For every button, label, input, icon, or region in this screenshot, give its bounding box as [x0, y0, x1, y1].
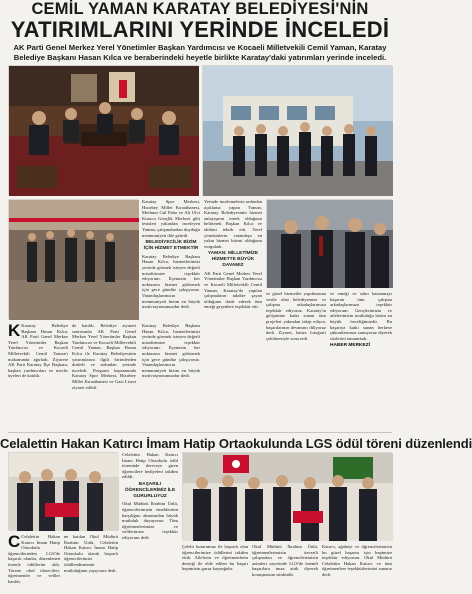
outdoor-visit-image [203, 66, 393, 196]
lead-paragraph: AK Parti Genel Merkez Yerel Yönetimler Başkan Yardımcısı ve Kocaeli Milletvekili Cemil Yaman, Karatay Belediye Başkanı Hasan Kılca ve beraberindeki heyetle birlikte Karatay'daki yatırımları yerinde inceledi. [13, 43, 387, 62]
article2-col2: ne katılan Okul Müdürü İbrahim Ünlü, Celalettin Hakan Katırcı İmam Hatip Ortaokulu olarak başarılı öğrencilerimizi ödüllendirmenin mutluluğunu yaşıyoruz dedi. [64, 534, 118, 573]
article1-col2b: Karatay Belediye Başkanı Hasan Kılca, hizmetlerimizi yerinde görmek isteyen değerli misafirimize teşekkür ediyorum. İlçemizin her noktasına hizmet götürmek için gece gündüz çalışıyoruz. Vatandaşlarımızın memnuniyeti bizim en büyük motivasyonumuzdur dedi. [142, 253, 200, 310]
officials-photo [266, 199, 392, 287]
article1-col1: Karatay Belediye Başkanı Hasan Kılca, AK Parti Genel Merkez Yerel Yönetimler Başkan Yardımcısı ve Kocaeli Milletvekili Cemil Yaman'ı makamında ağırladı. Ziyarete AK Parti Karatay İlçe Başkanı, başkan yardımcıları ve meclis üyeleri de katıldı. [8, 323, 68, 379]
outdoor-visit-photo [202, 65, 392, 195]
article2-column1 [8, 534, 60, 592]
article1-col5: ve güzel hizmetler yapılmasına vesile olan belediyemize ve çalışma arkadaşlarımıza teşekkür ediyoruz. Karatay'ın gelişimine katkı sunan tüm projeleri yakından takip ediyor, başarılarının devamını diliyoruz dedi. Ziyaret, hatıra fotoğrafı çekilmesiyle sona erdi. [266, 291, 326, 341]
article2-column2 [64, 534, 118, 592]
article2-col1: Celalettin Hakan Katırcı İmam Hatip Ortaokulu öğrencilerinden LGS'de başarılı olanlar, düzenlenen törenle ödüllerini aldı. Törene okul idarecileri, öğretmenler ve veliler katıldı. [8, 534, 60, 584]
office-meeting-photo [8, 65, 198, 195]
officials-image [267, 200, 393, 288]
article1-col3a: Yerinde incelemelerin ardından açıklama yapan Yaman, Karatay Belediyesinin hizmet anlayışının örnek olduğunu belirterek Başkan Kılca ve ekibini tebrik etti. Yerel yönetimlerin vatandaşa en yakın hizmet birimi olduğunu vurguladı. [204, 199, 262, 249]
article1-subheading2: YAMAN: MİLLETİMİZE HİZMETTE BÜYÜK DAVAMIZ [207, 251, 259, 268]
inspection-group-image [9, 200, 139, 320]
article2-col4: Çelebi kumrumuz ile başarılı olan öğrencilerimize ödüllerini takdim ettik. Ailelerin ve öğretmenlerin desteği ile elde edilen bu başarı hepimizin gurur kaynağıdır. [182, 544, 248, 572]
article1-column6 [330, 291, 392, 429]
ceremony-right-image [183, 453, 393, 541]
ceremony-left-image [9, 453, 119, 531]
article1-col2-lower: Karatay Belediye Başkanı Hasan Kılca, hizmetlerimizi yerinde görmek isteyen değerli misafirimize teşekkür ediyorum. İlçemizin her noktasına hizmet götürmek için gece gündüz çalışıyoruz. Vatandaşlarımızın memnuniyeti bizim en büyük motivasyonumuzdur dedi. [142, 323, 200, 379]
article1-col2a: Karatay Spor Merkezi, Hızırbey Millet Kıraathanesi, Merhum Gül Paba ve Ali Ulvi Kurucu Gençlik Merkezi gibi tesisleri yakından inceleyen Yaman, çalışmalardan duyduğu memnuniyeti dile getirdi. [142, 199, 200, 238]
article2-col3b: Okul Müdürü İbrahim Ünlü, öğrencilerimizin emeklerinin karşılığını almasından büyük mutluluk duyuyoruz. Tüm öğretmenlerimize ve velilerimize teşekkür ediyorum dedi. [122, 501, 178, 540]
article2-subheading: BAŞARILI ÖĞRENCİLERİMİZ İLE GURURLUYUZ [124, 481, 176, 499]
article2-col3: Celalettin Hakan Katırcı İmam Hatip Ortaokulu ödül töreninde dereceye giren öğrencilere hediyeleri takdim edildi. [122, 452, 178, 480]
inspection-group-photo [8, 199, 138, 319]
article2-column3 [122, 452, 178, 592]
ceremony-photo-left [8, 452, 118, 530]
article2-col6: Katırcı, ağabeyi ve öğrencilerimizin bu güzel başarısı için hepimize teşekkür ediyorum. Okul Müdürü Celalettin Hakan Katırcı ve tüm öğretmenlere teşekkürlerimizi sunarız dedi. [322, 544, 392, 577]
article1-author: HABER MERKEZİ [330, 342, 370, 348]
article1-col3b: AK Parti Genel Merkez Yerel Yönetimler Başkan Yardımcısı ve Kocaeli Milletvekili Cemil Yaman, Karatay'da yapılan çalışmaların takdire şayan olduğunu ifade ederek tüm emeği geçenlere teşekkür etti. [204, 270, 262, 310]
article1-column5 [266, 291, 326, 429]
article2-column5 [252, 544, 318, 592]
article2-column6 [322, 544, 392, 592]
section-divider [8, 432, 392, 433]
article1-subheading1: BELEDİYECİLİK BİZİM İÇİN HİZMET ETMEKTİR [143, 240, 199, 251]
article1-column2-lower [142, 323, 200, 429]
article1-dropcap: K [8, 321, 21, 340]
article2-column4 [182, 544, 248, 592]
article1-col2: de katıldı. Belediye ziyareti sonrasında AK Parti Genel Merkez Yerel Yönetimler Başkan Yardımcısı ve Kocaeli Milletvekili Cemil Yaman, Başkan Hasan Kılca ile Karatay Belediyesinin yatırımlarını ilgili birimlerden dinledi ve ardından yerinde inceledi. Program kapsamında Karatay Spor Merkezi, Hızırbey Millet Kıraathanesi ve Gazi Lisesi ziyaret edildi. [72, 323, 136, 390]
office-meeting-image [9, 66, 199, 196]
article1-column1 [8, 323, 68, 429]
article2-dropcap: C [8, 532, 21, 551]
headline-line2: YATIRIMLARINI YERİNDE İNCELEDİ [10, 17, 390, 42]
article1-column2-top [142, 199, 200, 319]
article1-col6: ve emeği ve sabrı kazanmayı başaran tüm çalışma arkadaşlarımıza teşekkür ediyorum. Gençlerimizin ve ailelerimizin mutluluğu bizim en büyük önceliğimizdir. Bu başarıya katkı sunan herkese şükranlarımızı sunuyoruz diyerek sözlerini tamamladı. [330, 291, 392, 341]
article2-col5: Okul Müdürü İbrahim Ünlü, öğretmenlerimizin özverili çalışmaları ve öğrencilerimizin azimleri sayesinde LGS'de önemli başarılara imza attık diyerek konuşmasını sürdürdü. [252, 544, 318, 577]
article1-column3 [204, 199, 262, 429]
headline-line1: CEMİL YAMAN KARATAY BELEDİYESİ'NİN [31, 0, 369, 18]
ceremony-photo-right [182, 452, 392, 540]
headline2: Celalettin Hakan Katırcı İmam Hatip Ortaokulunda LGS ödül töreni düzenlendi [0, 436, 472, 451]
article1-column2 [72, 323, 136, 429]
